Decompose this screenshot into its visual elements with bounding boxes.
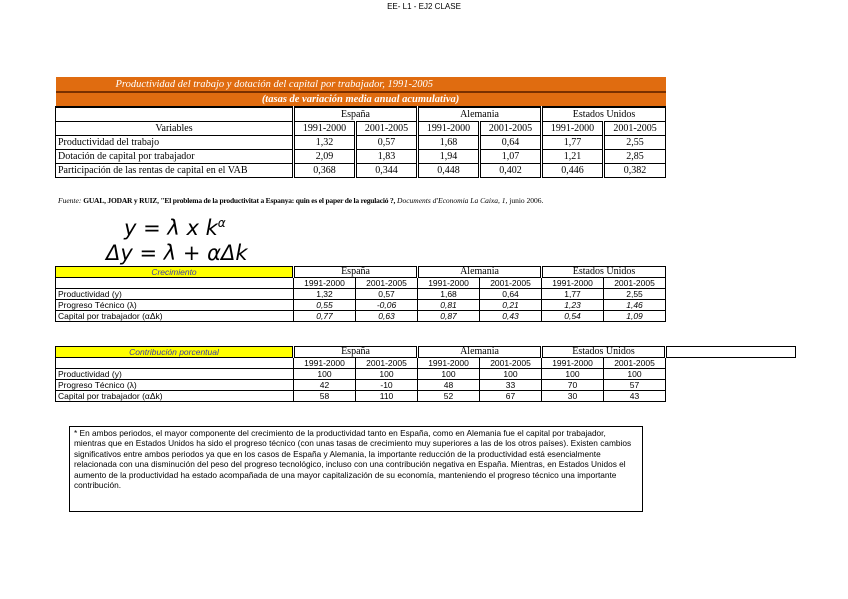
country-header: Estados Unidos <box>542 107 666 122</box>
growth-table <box>55 266 796 322</box>
period-header: 1991-2000 <box>542 358 604 369</box>
row-label: Progreso Técnico (λ) <box>56 300 294 311</box>
source-journal: Documents d'Economia La Caixa, 1 <box>397 196 506 205</box>
row-label: Capital por trabajador (αΔk) <box>56 391 294 402</box>
page-header: EE- L1 - EJ2 CLASE <box>387 2 461 11</box>
equation-exponent: α <box>217 216 226 230</box>
cell: 1,21 <box>542 150 604 164</box>
empty-cell <box>666 300 796 311</box>
cell: 42 <box>294 380 356 391</box>
empty-cell <box>666 347 796 358</box>
cell: 1,68 <box>418 136 480 150</box>
period-header: 2001-2005 <box>604 358 666 369</box>
cell: 0,382 <box>604 164 666 178</box>
table-row <box>56 311 796 322</box>
table-subtitle: (tasas de variación media anual acumulativa) <box>56 92 666 107</box>
empty-cell <box>666 369 796 380</box>
cell: 1,94 <box>418 150 480 164</box>
empty-cell <box>56 107 294 122</box>
cell: 110 <box>356 391 418 402</box>
empty-cell <box>666 278 796 289</box>
source-date: , junio 2006. <box>505 196 544 205</box>
cell: 0,368 <box>294 164 356 178</box>
empty-cell <box>666 311 796 322</box>
country-header: Alemania <box>418 107 542 122</box>
cell: 52 <box>418 391 480 402</box>
cell: 48 <box>418 380 480 391</box>
row-label: Dotación de capital por trabajador <box>56 150 294 164</box>
cell: 1,32 <box>294 136 356 150</box>
country-header: España <box>294 267 418 278</box>
country-header: España <box>294 107 418 122</box>
period-header: 2001-2005 <box>480 358 542 369</box>
period-header: 1991-2000 <box>418 278 480 289</box>
growth-label: Crecimiento <box>56 267 294 278</box>
cell: 0,21 <box>480 300 542 311</box>
cell: 0,81 <box>418 300 480 311</box>
cell: 1,77 <box>542 289 604 300</box>
table-row <box>56 289 796 300</box>
cell: 0,57 <box>356 289 418 300</box>
contribution-label: Contribución porcentual <box>56 347 294 358</box>
empty-cell <box>666 391 796 402</box>
country-header: Alemania <box>418 267 542 278</box>
period-header: 2001-2005 <box>356 358 418 369</box>
cell: 0,448 <box>418 164 480 178</box>
country-header: España <box>294 347 418 358</box>
cell: 0,63 <box>356 311 418 322</box>
source-citation <box>58 196 543 205</box>
period-header: 1991-2000 <box>294 278 356 289</box>
cell: 1,09 <box>604 311 666 322</box>
cell: 70 <box>542 380 604 391</box>
row-label: Capital por trabajador (αΔk) <box>56 311 294 322</box>
period-header: 1991-2000 <box>294 122 356 136</box>
cell: 0,64 <box>480 289 542 300</box>
cell: 100 <box>604 369 666 380</box>
cell: 67 <box>480 391 542 402</box>
variables-header: Variables <box>56 122 294 136</box>
row-label: Productividad del trabajo <box>56 136 294 150</box>
country-header: Estados Unidos <box>542 267 666 278</box>
cell: 0,57 <box>356 136 418 150</box>
empty-cell <box>666 267 796 278</box>
cell: 1,68 <box>418 289 480 300</box>
empty-cell <box>56 358 294 369</box>
cell: 1,46 <box>604 300 666 311</box>
cell: 0,64 <box>480 136 542 150</box>
contribution-table <box>55 346 796 402</box>
row-label: Progreso Técnico (λ) <box>56 380 294 391</box>
cell: 0,402 <box>480 164 542 178</box>
cell: 43 <box>604 391 666 402</box>
equation-main: y = λ x k <box>124 216 218 240</box>
period-header: 2001-2005 <box>604 122 666 136</box>
table-row <box>56 150 666 164</box>
country-header: Alemania <box>418 347 542 358</box>
table-row <box>56 164 666 178</box>
table-row <box>56 391 796 402</box>
period-header: 1991-2000 <box>294 358 356 369</box>
empty-cell <box>666 289 796 300</box>
period-header: 2001-2005 <box>356 278 418 289</box>
equation-levels <box>124 216 226 240</box>
equation-growth: Δy = λ + αΔk <box>106 241 248 265</box>
productivity-table <box>55 77 666 178</box>
cell: 100 <box>418 369 480 380</box>
commentary-note: * En ambos periodos, el mayor componente del crecimiento de la productividad tanto en España, como en Alemania fue el capital por trabajador, mientras que en Estados Unidos ha sido el progreso técnico (con unas tasas de crecimiento muy superiores a las de los otros países). Existen cambios significativos entre ambos periodos ya que en los casos de España y Alemania, la importante reducción de la productividad está esencialmente relacionada con una disminución del peso del progreso tecnológico, incluso con una contribución negativa en España. Mientras, en Estados Unidos el aumento de la productividad ha estado acompañada de una mayor capitalización de su economía, manteniendo el progreso técnico una importante contribución. <box>69 426 643 512</box>
cell: 0,43 <box>480 311 542 322</box>
row-label: Participación de las rentas de capital en el VAB <box>56 164 294 178</box>
cell: 30 <box>542 391 604 402</box>
cell: 0,446 <box>542 164 604 178</box>
empty-cell <box>666 380 796 391</box>
empty-cell <box>666 358 796 369</box>
cell: 57 <box>604 380 666 391</box>
row-label: Productividad (y) <box>56 369 294 380</box>
period-header: 2001-2005 <box>480 278 542 289</box>
cell: 2,09 <box>294 150 356 164</box>
cell: 100 <box>294 369 356 380</box>
source-prefix: Fuente: <box>58 196 82 205</box>
empty-cell <box>56 278 294 289</box>
cell: 0,54 <box>542 311 604 322</box>
cell: 100 <box>542 369 604 380</box>
cell: 58 <box>294 391 356 402</box>
table-row <box>56 136 666 150</box>
cell: 33 <box>480 380 542 391</box>
cell: 1,32 <box>294 289 356 300</box>
period-header: 1991-2000 <box>418 358 480 369</box>
cell: 0,87 <box>418 311 480 322</box>
period-header: 1991-2000 <box>418 122 480 136</box>
cell: 0,344 <box>356 164 418 178</box>
cell: 0,55 <box>294 300 356 311</box>
period-header: 2001-2005 <box>604 278 666 289</box>
cell: 0,77 <box>294 311 356 322</box>
period-header: 1991-2000 <box>542 122 604 136</box>
source-authors: GUAL, JODAR y RUIZ, "El problema de la productivitat a Espanya: quin es el paper de la regulació ?, <box>83 196 396 205</box>
cell: -10 <box>356 380 418 391</box>
table-title: Productividad del trabajo y dotación del capital por trabajador, 1991-2005 <box>56 77 666 92</box>
cell: 2,55 <box>604 136 666 150</box>
country-header: Estados Unidos <box>542 347 666 358</box>
period-header: 2001-2005 <box>480 122 542 136</box>
period-header: 2001-2005 <box>356 122 418 136</box>
cell: 100 <box>480 369 542 380</box>
cell: 100 <box>356 369 418 380</box>
table-row <box>56 369 796 380</box>
cell: 2,55 <box>604 289 666 300</box>
row-label: Productividad (y) <box>56 289 294 300</box>
cell: 1,77 <box>542 136 604 150</box>
period-header: 1991-2000 <box>542 278 604 289</box>
table-row <box>56 380 796 391</box>
cell: 1,23 <box>542 300 604 311</box>
cell: 1,07 <box>480 150 542 164</box>
cell: -0,06 <box>356 300 418 311</box>
cell: 2,85 <box>604 150 666 164</box>
table-row <box>56 300 796 311</box>
cell: 1,83 <box>356 150 418 164</box>
